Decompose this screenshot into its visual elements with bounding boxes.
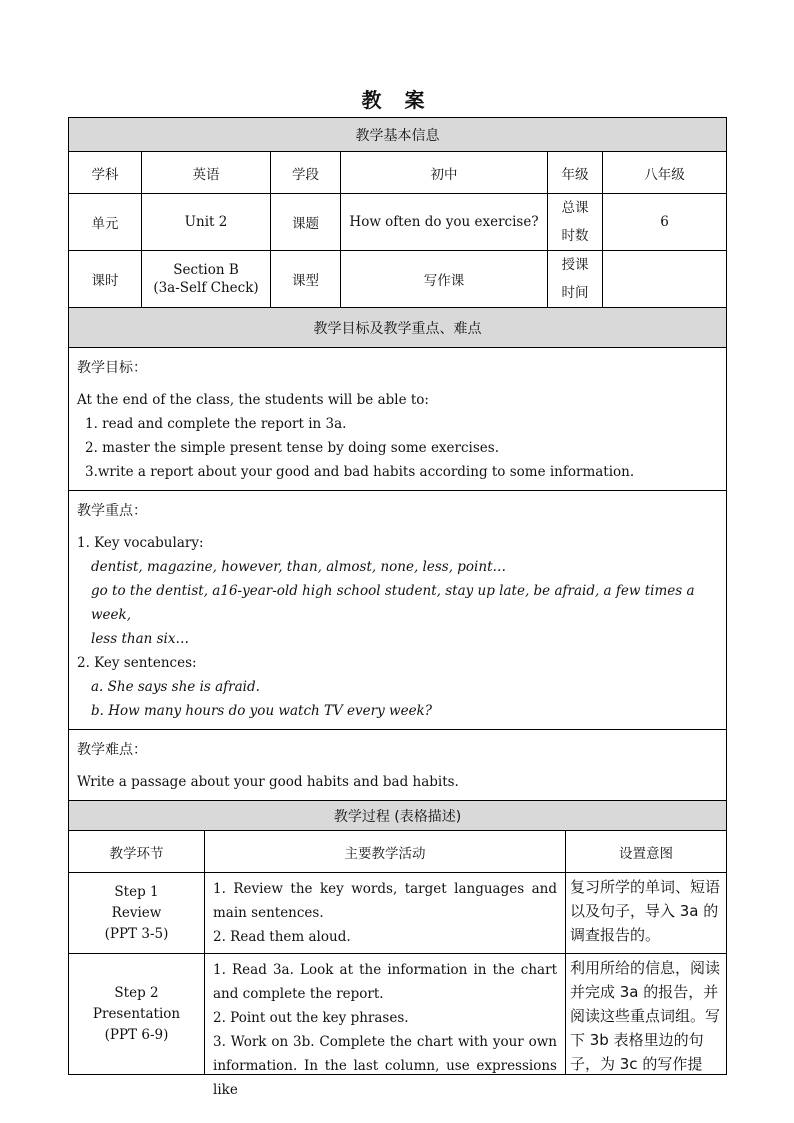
difficult-points-cell [69,730,727,801]
step-2-purpose [566,954,727,1075]
step-1-activity-1: 1. Review the key words, target languages and main sentences. [213,881,557,921]
key-points-cell [69,491,727,730]
key-sentences-label: 2. Key sentences: [77,655,197,671]
step-2-ppt: (PPT 6-9) [104,1026,169,1043]
basic-info-header: 教学基本信息 [69,118,727,152]
process-header: 教学过程 (表格描述) [69,801,727,831]
teaching-time-label-line2: 时间 [561,285,589,301]
step-2-activities [205,954,566,1098]
step-1-cell [69,873,205,954]
unit-label: 单元 [69,194,142,251]
step-1-purpose: 复习所学的单词、短语以及句子，导入 3a 的调查报告的。 [566,873,727,954]
lesson-plan [68,117,726,1098]
objectives-header: 教学目标及教学重点、难点 [69,308,727,348]
page-title: 教 案 [361,88,433,112]
step-1-ppt: (PPT 3-5) [104,925,169,942]
step-1-name: Step 1 [114,883,159,900]
step-1-activity-2: 2. Read them aloud. [213,929,351,945]
total-hours-value: 6 [603,194,727,251]
step-2-stage: Presentation [92,1005,181,1022]
key-vocab-line-2: go to the dentist, a16-year-old high school student, stay up late, be afraid, a few times a week, [91,583,695,623]
grade-label: 年级 [548,152,603,194]
stage-label: 学段 [271,152,341,194]
teaching-time-value [603,251,727,308]
col-activity-header: 主要教学活动 [205,831,566,873]
difficult-points-text: Write a passage about your good habits and bad habits. [77,774,459,790]
step-2-name: Step 2 [114,984,159,1001]
period-label: 课时 [69,251,142,308]
stage-value: 初中 [341,152,548,194]
grade-value: 八年级 [603,152,727,194]
period-value-line1: Section B [173,262,239,278]
step-2-purpose-text: 利用所给的信息，阅读并完成 3a 的报告，并阅读这些重点词组。写下 3b 表格里边的句子，为 3c 的写作提 [570,959,721,1073]
step-1-activities [205,873,566,954]
basic-info-table [68,117,727,831]
goal-item-3: 3.write a report about your good and bad habits according to some information. [85,464,635,480]
goals-title: 教学目标： [77,360,147,376]
goal-item-1: 1. read and complete the report in 3a. [85,416,347,432]
key-sentence-b: b. How many hours do you watch TV every week? [91,703,432,719]
topic-label: 课题 [271,194,341,251]
key-points-title: 教学重点： [77,503,147,519]
goal-item-2: 2. master the simple present tense by doing some exercises. [85,440,499,456]
process-table [68,830,727,1098]
key-sentence-a: a. She says she is afraid. [91,679,260,695]
type-label: 课型 [271,251,341,308]
step-2-cell [69,954,205,1075]
key-vocab-label: 1. Key vocabulary: [77,535,204,551]
col-purpose-header: 设置意图 [566,831,727,873]
subject-label: 学科 [69,152,142,194]
step-1-stage: Review [111,904,162,921]
period-value [142,251,271,308]
step-2-activity-1: 1. Read 3a. Look at the information in the chart and complete the report. [213,962,557,1002]
teaching-time-label-line1: 授课 [561,257,589,273]
step-2-activity-2: 2. Point out the key phrases. [213,1010,409,1026]
key-vocab-line-3: less than six… [91,631,189,647]
period-value-line2: (3a-Self Check) [153,280,259,296]
teaching-time-label [548,251,603,308]
goals-intro: At the end of the class, the students will be able to: [77,392,429,408]
col-step-header: 教学环节 [69,831,205,873]
key-vocab-line-1: dentist, magazine, however, than, almost, none, less, point… [91,559,506,575]
subject-value: 英语 [142,152,271,194]
type-value: 写作课 [341,251,548,308]
topic-value: How often do you exercise? [341,194,548,251]
step-2-activity-3: 3. Work on 3b. Complete the chart with your own information. In the last column, use expressions like [213,1034,557,1098]
difficult-points-title: 教学难点： [77,742,147,758]
goals-cell [69,348,727,491]
unit-value: Unit 2 [142,194,271,251]
total-hours-label [548,194,603,251]
total-hours-label-line2: 时数 [561,228,589,244]
total-hours-label-line1: 总课 [561,200,589,216]
